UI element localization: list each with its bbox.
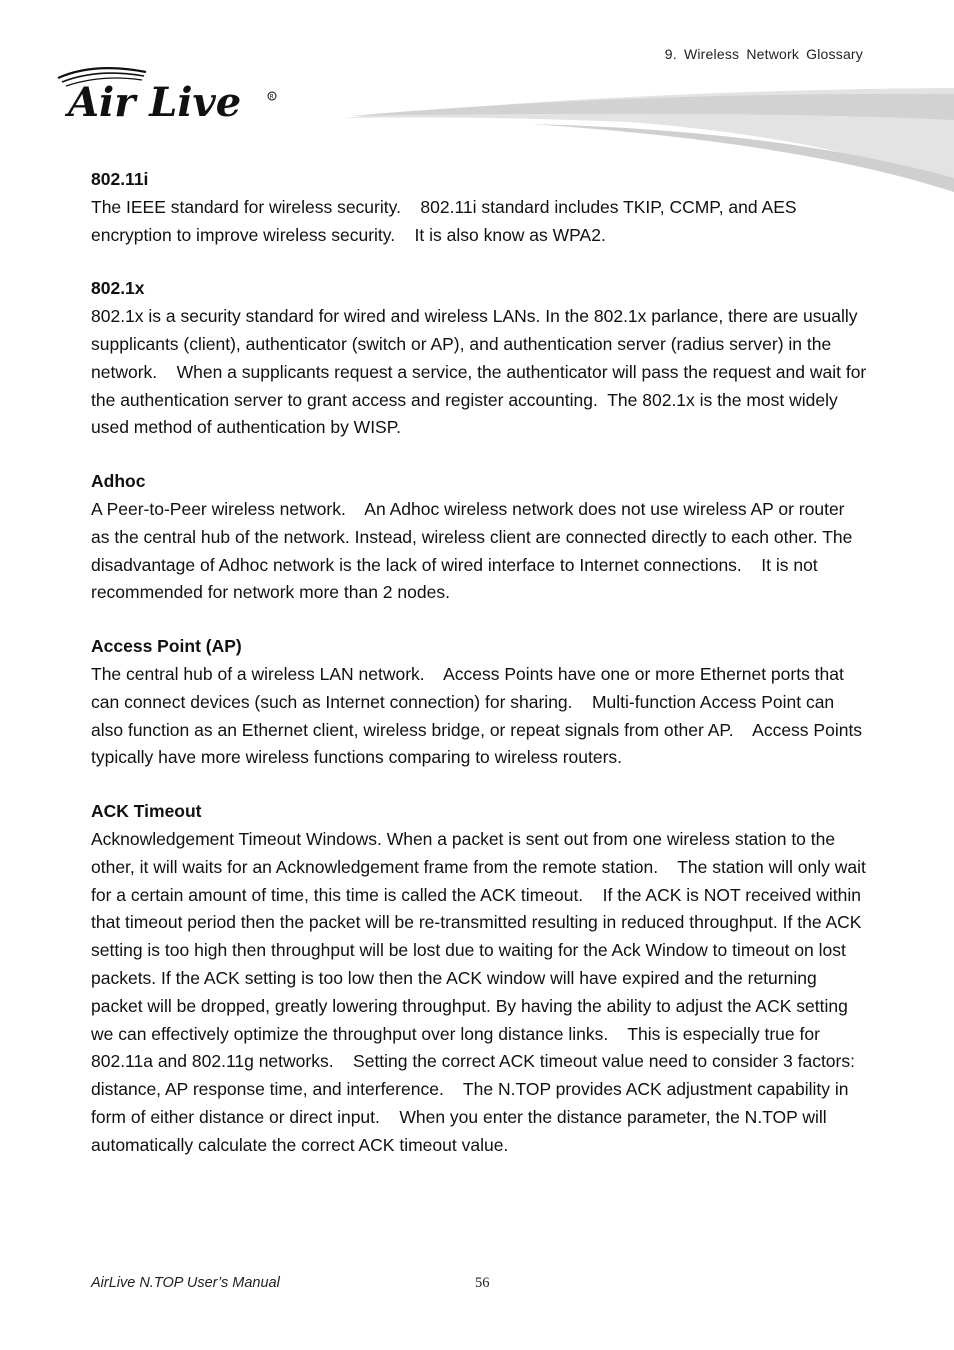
page-number: 56 xyxy=(475,1275,490,1291)
logo-text: Air Live xyxy=(68,79,242,124)
glossary-entry xyxy=(91,633,867,772)
svg-text:R: R xyxy=(269,93,274,101)
glossary-entry xyxy=(91,468,867,607)
airlive-logo xyxy=(54,60,284,124)
glossary-definition: The central hub of a wireless LAN network. Access Points have one or more Ethernet ports that can connect devices (such as Internet connection) for sharing. Multi-function Access Point can also function as an Ethernet client, wireless bridge, or repeat signals from other AP. Access Points typically have more wireless functions comparing to wireless routers. xyxy=(91,663,867,768)
glossary-term: 802.1x xyxy=(91,278,145,299)
manual-name: AirLive N.TOP User’s Manual xyxy=(91,1275,280,1291)
glossary-definition: Acknowledgement Timeout Windows. When a packet is sent out from one wireless station to the other, it will waits for an Acknowledgement frame from the remote station. The station will only wait for a certain amount of time, this time is called the ACK timeout. If the ACK is NOT received within that timeout period then the packet will be re-transmitted resulting in reduced throughput. If the ACK setting is too high then throughput will be lost due to waiting for the Ack Window to timeout on lost packets. If the ACK setting is too low then the ACK window will have expired and the returning packet will be dropped, greatly lowering throughput. By having the ability to adjust the ACK setting we can effectively optimize the throughput over long distance links. This is especially true for 802.11a and 802.11g networks. Setting the correct ACK timeout value need to consider 3 factors: distance, AP response time, and interference. The N.TOP provides ACK adjustment capability in form of either distance or direct input. When you enter the distance parameter, the N.TOP will automatically calculate the correct ACK timeout value. xyxy=(91,828,871,1155)
glossary-term: Adhoc xyxy=(91,471,146,492)
glossary-term: ACK Timeout xyxy=(91,801,202,822)
glossary-entry xyxy=(91,275,872,442)
glossary-term: Access Point (AP) xyxy=(91,636,242,657)
glossary-definition: 802.1x is a security standard for wired and wireless LANs. In the 802.1x parlance, there are usually supplicants (client), authenticator (switch or AP), and authentication server (radius server) in the network. When a supplicants request a service, the authenticator will pass the request and wait for the authentication server to grant access and register accounting. The 802.1x is the most widely used method of authentication by WISP. xyxy=(91,306,872,438)
glossary-entry xyxy=(91,166,867,249)
glossary-content xyxy=(91,166,872,1186)
glossary-definition: The IEEE standard for wireless security. 802.11i standard includes TKIP, CCMP, and AES encryption to improve wireless security. It is also know as WPA2. xyxy=(91,196,802,245)
glossary-term: 802.11i xyxy=(91,169,149,189)
chapter-title: 9. Wireless Network Glossary xyxy=(664,46,863,62)
glossary-definition: A Peer-to-Peer wireless network. An Adhoc wireless network does not use wireless AP or router as the central hub of the network. Instead, wireless client are connected directly to each other. The disadvantage of Adhoc network is the lack of wired interface to Internet connections. It is not recommended for network more than 2 nodes. xyxy=(91,498,858,603)
glossary-entry xyxy=(91,798,871,1159)
